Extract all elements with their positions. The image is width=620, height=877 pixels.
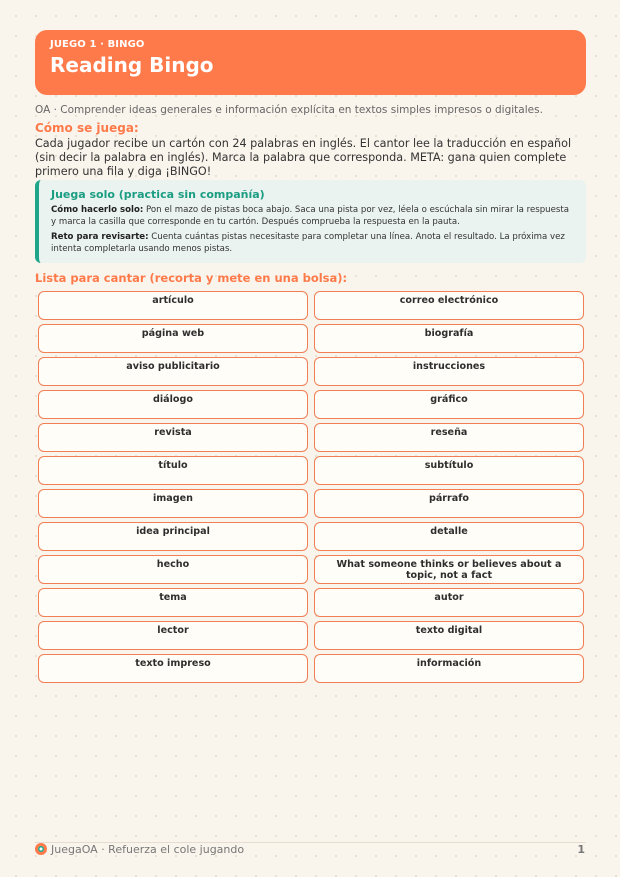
call-card: texto digital — [314, 621, 584, 650]
call-card: artículo — [38, 291, 308, 320]
call-card: tema — [38, 588, 308, 617]
learning-objective: OA · Comprender ideas generales e información explícita en textos simples impresos o digitales. — [35, 104, 543, 116]
call-card: idea principal — [38, 522, 308, 551]
footer-brand: JuegaOA · Refuerza el cole jugando — [51, 843, 245, 856]
call-card: What someone thinks or believes about a topic, not a fact — [314, 555, 584, 584]
solo-challenge-label: Reto para revisarte: — [51, 232, 149, 242]
solo-play-box — [35, 180, 586, 263]
call-list-heading: Lista para cantar (recorta y mete en una bolsa): — [35, 271, 348, 285]
call-card: aviso publicitario — [38, 357, 308, 386]
page-title: Reading Bingo — [50, 53, 214, 77]
call-card: gráfico — [314, 390, 584, 419]
call-card: subtítulo — [314, 456, 584, 485]
header-banner — [35, 30, 586, 95]
solo-challenge-text: Cuenta cuántas pistas necesitaste para completar una línea. Anota el resultado. La próxima vez intenta completarla usando menos pistas. — [51, 232, 565, 254]
solo-challenge-paragraph — [51, 231, 574, 255]
call-card: texto impreso — [38, 654, 308, 683]
call-card: biografía — [314, 324, 584, 353]
call-card: hecho — [38, 555, 308, 584]
call-card: instrucciones — [314, 357, 584, 386]
call-list-grid — [38, 291, 583, 683]
call-card: correo electrónico — [314, 291, 584, 320]
call-card: título — [38, 456, 308, 485]
call-card: lector — [38, 621, 308, 650]
solo-how-label: Cómo hacerlo solo: — [51, 205, 144, 215]
call-card: revista — [38, 423, 308, 452]
solo-title: Juega solo (practica sin compañía) — [51, 188, 265, 201]
solo-how-paragraph — [51, 204, 574, 228]
call-card: párrafo — [314, 489, 584, 518]
target-logo-icon — [35, 843, 47, 855]
game-eyebrow: JUEGO 1 · BINGO — [50, 39, 145, 50]
how-to-play-text: Cada jugador recibe un cartón con 24 palabras en inglés. El cantor lee la traducción en español (sin decir la palabra en inglés). Marca la palabra que corresponda. META: gana quien complete primero una fila y diga ¡BINGO! — [35, 137, 572, 178]
call-card: detalle — [314, 522, 584, 551]
call-card: información — [314, 654, 584, 683]
call-card: diálogo — [38, 390, 308, 419]
how-to-play-heading: Cómo se juega: — [35, 121, 139, 135]
call-card: página web — [38, 324, 308, 353]
call-card: autor — [314, 588, 584, 617]
page-number: 1 — [577, 843, 585, 856]
call-card: imagen — [38, 489, 308, 518]
call-card: reseña — [314, 423, 584, 452]
solo-how-text: Pon el mazo de pistas boca abajo. Saca una pista por vez, léela o escúchala sin mirar la respuesta y marca la casilla que corresponde en tu cartón. Después comprueba la respuesta en la pauta. — [51, 205, 570, 227]
